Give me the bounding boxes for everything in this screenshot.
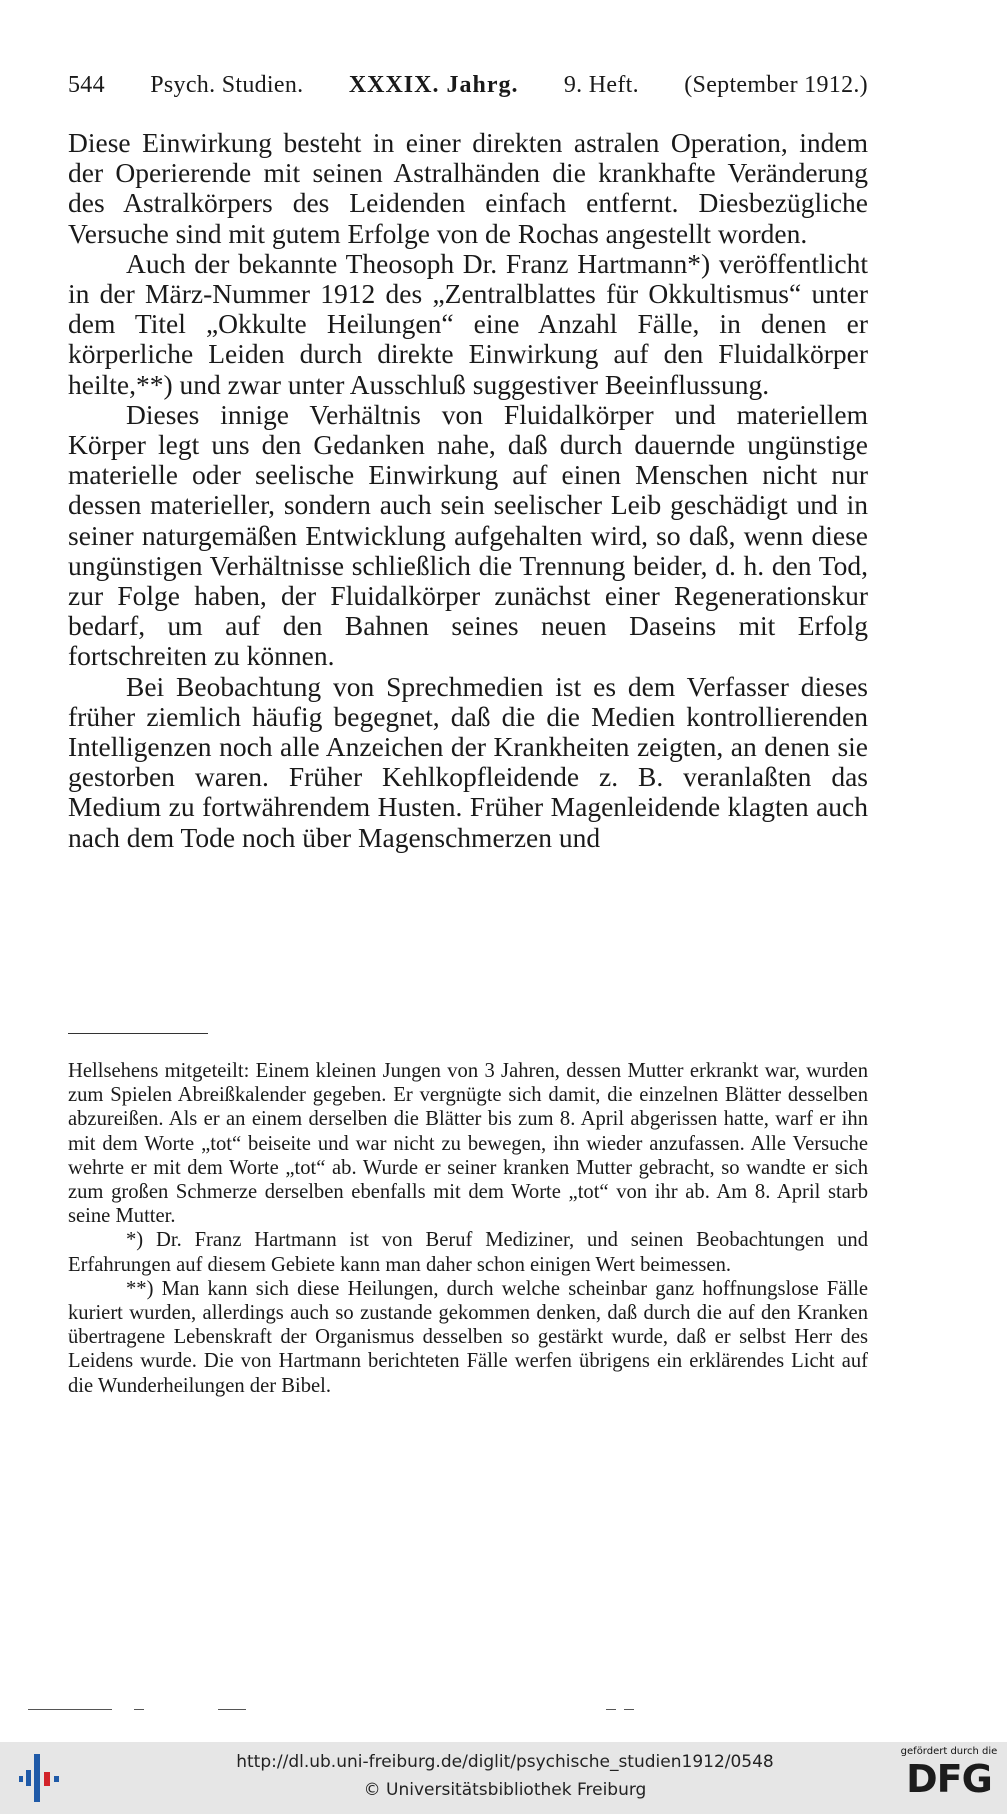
paragraph-2: Auch der bekannte Theosoph Dr. Franz Hartmann*) veröffentlicht in der März-Nummer 1912 des „Zentralblattes für Okkultismus“ unter dem Titel „Okkulte Heilungen“ eine Anzahl Fälle, in denen er körperliche Leiden durch direkte Einwirkung auf den Fluidalkörper heilte,**) und zwar unter Ausschluß suggestiver Beeinflussung. xyxy=(68,247,868,400)
main-text xyxy=(68,128,868,853)
paragraph-1: Diese Einwirkung besteht in einer direkten astralen Operation, indem der Operierende mit seinen Astralhänden die krankhafte Veränderung des Astralkörpers des Leidenden einfach entfernt. Diesbezügliche Versuche sind mit gutem Erfolge von de Rochas angestellt worden. xyxy=(68,127,868,249)
scan-mark xyxy=(606,1709,616,1710)
library-logo-icon xyxy=(12,1752,72,1804)
page-number: 544 xyxy=(68,72,105,98)
journal-title: Psych. Studien. xyxy=(150,72,304,98)
footnotes xyxy=(68,1059,868,1398)
volume-label: XXXIX. Jahrg. xyxy=(348,72,519,98)
paragraph-3: Dieses innige Verhältnis von Fluidalkörper und materiellem Körper legt uns den Gedanken nahe, daß durch dauernde ungünstige materielle oder seelische Einwirkung auf einen Menschen nicht nur dessen materieller, sondern auch sein seelischer Leib geschädigt und in seiner naturgemäßen Entwicklung aufgehalten wird, so daß, wenn diese ungünstigen Verhältnisse schließlich die Trennung beider, d. h. den Tod, zur Folge haben, der Fluidalkörper zunächst einer Regenerationskur bedarf, um auf den Bahnen seines neuen Daseins mit Erfolg fortschreiten zu können. xyxy=(68,398,868,672)
source-url-link[interactable]: http://dl.ub.uni-freiburg.de/diglit/psychische_studien1912/0548 xyxy=(236,1752,774,1772)
footnote-separator xyxy=(68,1033,208,1034)
dfg-logo xyxy=(899,1746,999,1810)
paragraph-4: Bei Beobachtung von Sprechmedien ist es dem Verfasser dieses früher ziemlich häufig begegnet, daß die die Medien kontrollierenden Intelligenzen noch alle Anzeichen der Krankheiten zeigten, an denen sie gestorben waren. Früher Kehlkopfleidende z. B. veranlaßten das Medium zu fortwährendem Husten. Früher Magenleidende klagten auch nach dem Tode noch über Magenschmerzen und xyxy=(68,670,868,853)
scan-mark xyxy=(624,1709,634,1710)
issue-label: 9. Heft. xyxy=(563,72,639,98)
footnote-continued: Hellsehens mitgeteilt: Einem kleinen Jungen von 3 Jahren, dessen Mutter erkrankt war, wurden zum Spielen Abreißkalender gegeben. Er vergnügte sich damit, die einzelnen Blätter desselben abzureißen. Als er an einem derselben die Blätter bis zum 8. April abgerissen hatte, warf er ihn mit dem Worte „tot“ beiseite und war nicht zu bewegen, ihn wieder anzufassen. Alle Versuche wehrte er mit dem Worte „tot“ ab. Wurde er seiner kranken Mutter gebracht, so wandte er sich zum großen Schmerze derselben ebenfalls mit dem Worte „tot“ von ihr ab. Am 8. April starb seine Mutter. xyxy=(68,1060,868,1228)
copyright-notice: © Universitätsbibliothek Freiburg xyxy=(363,1780,647,1800)
dfg-logo-text: DFG xyxy=(906,1757,992,1801)
issue-date: (September 1912.) xyxy=(684,72,868,98)
scan-mark xyxy=(28,1709,112,1710)
dfg-caption: gefördert durch die xyxy=(900,1746,998,1757)
footer-bar xyxy=(0,1742,1007,1814)
scan-mark xyxy=(218,1709,246,1710)
footnote-star: *) Dr. Franz Hartmann ist von Beruf Mediziner, und seinen Beobachtungen und Erfahrungen auf diesem Gebiete kann man daher schon einigen Wert beimessen. xyxy=(68,1229,868,1276)
running-header xyxy=(68,72,868,99)
footnote-double-star: **) Man kann sich diese Heilungen, durch welche scheinbar ganz hoffnungslose Fälle kuriert wurden, allerdings auch so zustande gekommen denken, daß durch die auf den Kranken übertragene Lebenskraft der Organismus desselben so gestärkt wurde, daß er selbst Herr des Leidens wurde. Die von Hartmann berichteten Fälle werfen übrigens ein erklärendes Licht auf die Wunderheilungen der Bibel. xyxy=(68,1277,868,1397)
scan-mark xyxy=(134,1709,144,1710)
